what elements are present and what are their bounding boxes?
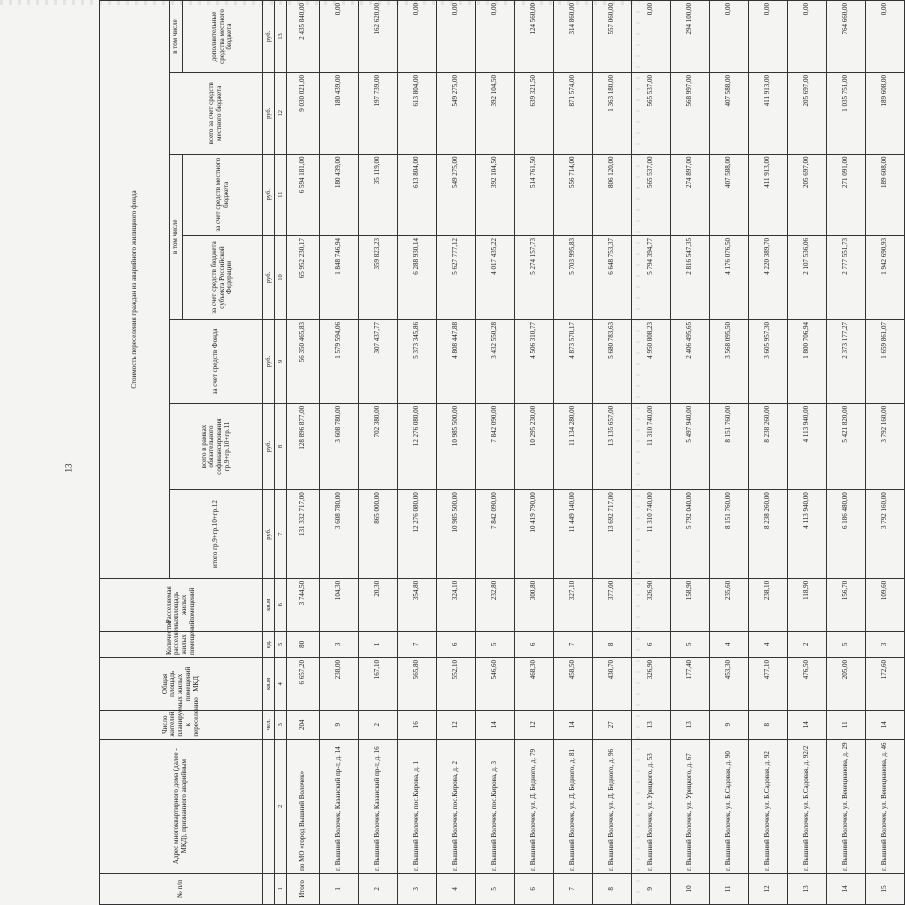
cell-total-area: 172,60 (866, 658, 905, 711)
table-row (593, 1, 632, 905)
cell-rf-budget: 359 823,23 (359, 236, 398, 320)
cell-local-additional: 0,00 (398, 1, 437, 73)
cell-no: 5 (476, 873, 515, 904)
cell-fund: 4 808 447,88 (437, 319, 476, 403)
cell-rooms: 4 (749, 631, 788, 657)
cell-local-budget: 180 439,00 (320, 154, 359, 236)
cell-no: 14 (827, 873, 866, 904)
header-resettled-area: Расселяемая площадь жилых помещений (100, 578, 263, 631)
cell-cofinancing: 11 134 280,00 (554, 403, 593, 489)
cell-cofinancing: 3 608 780,00 (320, 403, 359, 489)
page-number: 13 (63, 463, 74, 473)
cell-resettled-area: 238,10 (749, 578, 788, 631)
cell-total: 4 113 940,00 (788, 490, 827, 579)
cell-local-total: 565 537,00 (632, 73, 671, 155)
cell-resettled-area: 3 744,50 (287, 578, 320, 631)
cell-local-total: 407 588,00 (710, 73, 749, 155)
cell-residents: 13 (671, 710, 710, 739)
cell-residents: 9 (710, 710, 749, 739)
cell-local-additional: 557 060,00 (593, 1, 632, 73)
cell-resettled-area: 324,10 (437, 578, 476, 631)
cell-rf-budget: 2 816 547,35 (671, 236, 710, 320)
unit-empty-2 (263, 739, 275, 873)
cell-fund: 4 873 570,17 (554, 319, 593, 403)
cell-address: г. Вышний Волочек, ул. Б.Садовая, д. 92/2 (788, 739, 827, 873)
cell-resettled-area: 156,70 (827, 578, 866, 631)
cell-resettled-area: 118,90 (788, 578, 827, 631)
cell-local-total: 639 321,50 (515, 73, 554, 155)
table-row (398, 1, 437, 905)
cell-address: г. Вышний Волочек, ул. Урицкого, д. 53 (632, 739, 671, 873)
table-row (359, 1, 398, 905)
unit-rub: руб. (263, 1, 275, 73)
cell-local-total: 871 574,00 (554, 73, 593, 155)
table-body (287, 1, 905, 905)
cell-address: г. Вышний Волочек, ул. Д. Бедного, д. 79 (515, 739, 554, 873)
header-cost-group: Стоимость переселения граждан из аварийного жилищного фонда (100, 1, 170, 579)
cell-rooms: 6 (437, 631, 476, 657)
cell-address: г. Вышний Волочек, ул. Д. Бедного, д. 81 (554, 739, 593, 873)
cell-rooms: 4 (710, 631, 749, 657)
cell-rf-budget: 6 648 753,37 (593, 236, 632, 320)
cell-rooms: 5 (671, 631, 710, 657)
cell-total: 8 238 260,00 (749, 490, 788, 579)
cell-total-area: 6 657,20 (287, 658, 320, 711)
cell-rooms: 1 (359, 631, 398, 657)
col-number: 1 (275, 873, 287, 904)
unit-area: кв.м (263, 578, 275, 631)
cell-cofinancing: 12 276 080,00 (398, 403, 437, 489)
cell-no: 10 (671, 873, 710, 904)
cell-rooms: 80 (287, 631, 320, 657)
cell-fund: 3 568 095,50 (710, 319, 749, 403)
cell-local-total: 1 363 180,00 (593, 73, 632, 155)
cell-local-additional: 0,00 (866, 1, 905, 73)
cell-cofinancing: 13 135 657,00 (593, 403, 632, 489)
cell-total: 11 310 740,00 (632, 490, 671, 579)
header-total-area: Общая площадь жилых помещений МКД (100, 658, 263, 711)
cell-fund: 1 800 706,94 (788, 319, 827, 403)
cell-total: 11 449 140,00 (554, 490, 593, 579)
col-number: 2 (275, 739, 287, 873)
cell-fund: 2 406 495,65 (671, 319, 710, 403)
cell-total: 6 186 480,00 (827, 490, 866, 579)
col-number: 12 (275, 73, 287, 155)
cell-residents: 9 (320, 710, 359, 739)
cell-local-additional: 124 560,00 (515, 1, 554, 73)
cell-no: 9 (632, 873, 671, 904)
col-number: 4 (275, 658, 287, 711)
cell-resettled-area: 20,30 (359, 578, 398, 631)
cell-total-area: 238,00 (320, 658, 359, 711)
cell-cofinancing: 10 295 230,00 (515, 403, 554, 489)
cell-local-total: 9 030 021,00 (287, 73, 320, 155)
table-row (320, 1, 359, 905)
cell-local-budget: 549 275,00 (437, 154, 476, 236)
cell-rf-budget: 5 627 777,12 (437, 236, 476, 320)
cell-address: г. Вышний Волочек, ул. Д. Бедного, д. 96 (593, 739, 632, 873)
cell-cofinancing: 10 985 500,00 (437, 403, 476, 489)
header-including-1: в том числе (170, 154, 183, 319)
col-number: 13 (275, 1, 287, 73)
cell-local-budget: 189 608,00 (866, 154, 905, 236)
cell-local-total: 568 997,00 (671, 73, 710, 155)
cell-fund: 5 373 345,86 (398, 319, 437, 403)
table-row (476, 1, 515, 905)
cell-fund: 307 437,77 (359, 319, 398, 403)
cell-cofinancing: 8 151 760,00 (710, 403, 749, 489)
cell-rf-budget: 1 942 690,93 (866, 236, 905, 320)
cell-local-budget: 407 588,00 (710, 154, 749, 236)
cell-local-budget: 411 913,00 (749, 154, 788, 236)
cell-total-area: 476,50 (788, 658, 827, 711)
cell-residents: 2 (359, 710, 398, 739)
cell-cofinancing: 7 842 090,00 (476, 403, 515, 489)
cell-fund: 3 432 550,28 (476, 319, 515, 403)
resettlement-table-frame (99, 0, 889, 905)
cell-residents: 12 (515, 710, 554, 739)
cell-local-budget: 514 761,50 (515, 154, 554, 236)
unit-area: кв.м (263, 658, 275, 711)
cell-fund: 5 680 783,63 (593, 319, 632, 403)
cell-total-area: 458,50 (554, 658, 593, 711)
cell-no: 13 (788, 873, 827, 904)
cell-rf-budget: 6 288 930,14 (398, 236, 437, 320)
cell-residents: 13 (632, 710, 671, 739)
header-address: Адрес многоквартирного дома (далее - МКД), признанного аварийным (100, 739, 263, 873)
cell-local-total: 180 439,00 (320, 73, 359, 155)
cell-residents: 14 (476, 710, 515, 739)
cell-residents: 16 (398, 710, 437, 739)
header-residents: Число жителей, планируемых к переселению (100, 710, 263, 739)
cell-resettled-area: 300,80 (515, 578, 554, 631)
cell-cofinancing: 702 380,00 (359, 403, 398, 489)
table-row (749, 1, 788, 905)
cell-no: 2 (359, 873, 398, 904)
header-rf-budget: за счет средств бюджета субъекта Российской Федерации (183, 236, 263, 320)
unit-rub: руб. (263, 154, 275, 236)
cell-residents: 204 (287, 710, 320, 739)
cell-local-total: 1 035 751,00 (827, 73, 866, 155)
cell-local-additional: 0,00 (476, 1, 515, 73)
cell-no: 4 (437, 873, 476, 904)
cell-local-additional: 0,00 (788, 1, 827, 73)
header-fund: за счет средств Фонда (170, 319, 263, 403)
cell-rooms: 7 (398, 631, 437, 657)
cell-total-area: 477,10 (749, 658, 788, 711)
unit-count: ед. (263, 631, 275, 657)
cell-address: г. Вышний Волочек, ул. Б.Садовая, д. 92 (749, 739, 788, 873)
cell-resettled-area: 104,30 (320, 578, 359, 631)
cell-fund: 2 373 177,27 (827, 319, 866, 403)
col-number: 8 (275, 403, 287, 489)
cell-local-budget: 806 120,00 (593, 154, 632, 236)
cell-address: г. Вышний Волочек, Казанский пр-т, д. 14 (320, 739, 359, 873)
cell-resettled-area: 158,90 (671, 578, 710, 631)
cell-resettled-area: 377,00 (593, 578, 632, 631)
cell-rf-budget: 4 017 435,22 (476, 236, 515, 320)
cell-total-area: 453,30 (710, 658, 749, 711)
cell-residents: 14 (788, 710, 827, 739)
cell-residents: 14 (866, 710, 905, 739)
table-row (632, 1, 671, 905)
cell-local-additional: 0,00 (749, 1, 788, 73)
table-row (515, 1, 554, 905)
cell-no: 6 (515, 873, 554, 904)
cell-total-area: 546,60 (476, 658, 515, 711)
unit-rub: руб. (263, 73, 275, 155)
cell-total-area: 205,00 (827, 658, 866, 711)
cell-no: 15 (866, 873, 905, 904)
cell-rf-budget: 5 703 995,83 (554, 236, 593, 320)
cell-total-area: 167,10 (359, 658, 398, 711)
cell-no: Итого (287, 873, 320, 904)
cell-address: г. Вышний Волочек, ул. Венецианова, д. 29 (827, 739, 866, 873)
cell-residents: 11 (827, 710, 866, 739)
cell-rooms: 6 (632, 631, 671, 657)
cell-rf-budget: 2 107 536,06 (788, 236, 827, 320)
cell-total: 7 842 090,00 (476, 490, 515, 579)
cell-local-total: 411 913,00 (749, 73, 788, 155)
cell-local-additional: 314 860,00 (554, 1, 593, 73)
cell-total: 3 792 160,00 (866, 490, 905, 579)
cell-local-total: 613 804,00 (398, 73, 437, 155)
col-number: 7 (275, 490, 287, 579)
cell-total-area: 468,30 (515, 658, 554, 711)
unit-rub: руб. (263, 403, 275, 489)
cell-rooms: 6 (515, 631, 554, 657)
cell-local-total: 205 697,00 (788, 73, 827, 155)
cell-no: 11 (710, 873, 749, 904)
cell-total: 12 276 080,00 (398, 490, 437, 579)
cell-local-budget: 556 714,00 (554, 154, 593, 236)
cell-fund: 56 350 465,83 (287, 319, 320, 403)
cell-no: 12 (749, 873, 788, 904)
cell-cofinancing: 5 497 940,00 (671, 403, 710, 489)
header-cofinancing: всего в рамках обязательного софинансирования гр.9+гр.10+гр.11 (170, 403, 263, 489)
cell-total-area: 565,80 (398, 658, 437, 711)
col-number: 6 (275, 578, 287, 631)
cell-total: 10 985 500,00 (437, 490, 476, 579)
cell-total: 865 000,00 (359, 490, 398, 579)
cell-local-budget: 35 119,00 (359, 154, 398, 236)
cell-local-budget: 392 104,50 (476, 154, 515, 236)
table-row-total (287, 1, 320, 905)
table-row (710, 1, 749, 905)
cell-fund: 1 579 594,06 (320, 319, 359, 403)
cell-no: 8 (593, 873, 632, 904)
header-local-additional: дополнительные средства местного бюджета (183, 1, 263, 73)
cell-local-additional: 0,00 (437, 1, 476, 73)
cell-local-budget: 6 594 181,00 (287, 154, 320, 236)
unit-rub: руб. (263, 319, 275, 403)
cell-total: 8 151 760,00 (710, 490, 749, 579)
resettlement-cost-table (99, 0, 905, 905)
cell-fund: 3 605 957,30 (749, 319, 788, 403)
cell-rooms: 7 (554, 631, 593, 657)
cell-local-budget: 271 091,00 (827, 154, 866, 236)
cell-resettled-area: 109,60 (866, 578, 905, 631)
cell-total: 131 332 717,00 (287, 490, 320, 579)
cell-rooms: 3 (320, 631, 359, 657)
cell-address: г. Вышний Волочек, пос.Кирова, д. 2 (437, 739, 476, 873)
col-number: 10 (275, 236, 287, 320)
table-row (866, 1, 905, 905)
col-number: 3 (275, 710, 287, 739)
unit-residents: чел. (263, 710, 275, 739)
table-row (671, 1, 710, 905)
cell-rf-budget: 4 220 389,70 (749, 236, 788, 320)
cell-address: г. Вышний Волочек, пос.Кирова, д. 1 (398, 739, 437, 873)
cell-local-additional: 0,00 (320, 1, 359, 73)
cell-local-additional: 162 620,00 (359, 1, 398, 73)
cell-cofinancing: 4 113 940,00 (788, 403, 827, 489)
cell-rf-budget: 1 848 746,94 (320, 236, 359, 320)
cell-address: г. Вышний Волочек, Казанский пр-т, д. 16 (359, 739, 398, 873)
cell-rooms: 5 (476, 631, 515, 657)
cell-local-total: 189 608,00 (866, 73, 905, 155)
cell-resettled-area: 327,10 (554, 578, 593, 631)
table-row (827, 1, 866, 905)
cell-no: 7 (554, 873, 593, 904)
cell-resettled-area: 232,80 (476, 578, 515, 631)
cell-rooms: 5 (827, 631, 866, 657)
cell-residents: 14 (554, 710, 593, 739)
cell-fund: 4 950 808,23 (632, 319, 671, 403)
cell-address: г. Вышний Волочек, ул. Венецианова, д. 46 (866, 739, 905, 873)
header-no: № п/п (100, 873, 263, 904)
cell-local-budget: 274 897,00 (671, 154, 710, 236)
cell-rf-budget: 5 794 394,77 (632, 236, 671, 320)
cell-local-budget: 613 804,00 (398, 154, 437, 236)
cell-resettled-area: 354,80 (398, 578, 437, 631)
cell-total: 3 608 780,00 (320, 490, 359, 579)
cell-fund: 4 506 310,77 (515, 319, 554, 403)
table-row (554, 1, 593, 905)
cell-residents: 12 (437, 710, 476, 739)
cell-total: 10 419 790,00 (515, 490, 554, 579)
cell-local-total: 197 739,00 (359, 73, 398, 155)
cell-total-area: 552,10 (437, 658, 476, 711)
unit-rub: руб. (263, 236, 275, 320)
cell-residents: 27 (593, 710, 632, 739)
cell-local-additional: 0,00 (632, 1, 671, 73)
cell-rf-budget: 65 952 230,17 (287, 236, 320, 320)
cell-total-area: 430,70 (593, 658, 632, 711)
header-local-budget: за счет средств местного бюджета (183, 154, 263, 236)
cell-rf-budget: 4 176 076,50 (710, 236, 749, 320)
cell-local-budget: 205 697,00 (788, 154, 827, 236)
cell-resettled-area: 326,90 (632, 578, 671, 631)
cell-rf-budget: 5 274 157,73 (515, 236, 554, 320)
cell-no: 1 (320, 873, 359, 904)
cell-local-additional: 764 660,00 (827, 1, 866, 73)
cell-address: г. Вышний Волочек, пос.Кирова, д. 3 (476, 739, 515, 873)
cell-cofinancing: 128 896 877,00 (287, 403, 320, 489)
cell-total: 5 792 040,00 (671, 490, 710, 579)
header-including-2: в том числе (170, 1, 183, 73)
cell-rooms: 8 (593, 631, 632, 657)
unit-rub: руб. (263, 490, 275, 579)
cell-cofinancing: 5 421 820,00 (827, 403, 866, 489)
cell-local-additional: 0,00 (710, 1, 749, 73)
table-row (788, 1, 827, 905)
cell-local-additional: 2 435 840,00 (287, 1, 320, 73)
cell-local-additional: 294 100,00 (671, 1, 710, 73)
cell-local-total: 549 275,00 (437, 73, 476, 155)
cell-total-area: 177,40 (671, 658, 710, 711)
cell-resettled-area: 235,60 (710, 578, 749, 631)
cell-local-total: 392 104,50 (476, 73, 515, 155)
cell-rf-budget: 2 777 551,73 (827, 236, 866, 320)
cell-total: 13 692 717,00 (593, 490, 632, 579)
table-row (437, 1, 476, 905)
cell-no: 3 (398, 873, 437, 904)
cell-residents: 8 (749, 710, 788, 739)
cell-rooms: 3 (866, 631, 905, 657)
cell-cofinancing: 8 238 260,00 (749, 403, 788, 489)
col-number: 11 (275, 154, 287, 236)
cell-fund: 1 659 861,07 (866, 319, 905, 403)
header-local-total: всего за счет средств местного бюджета (170, 73, 263, 155)
cell-total-area: 326,90 (632, 658, 671, 711)
cell-cofinancing: 3 792 160,00 (866, 403, 905, 489)
cell-local-budget: 565 537,00 (632, 154, 671, 236)
unit-empty-1 (263, 873, 275, 904)
cell-address: г. Вышний Волочек, ул. Б.Садовая, д. 90 (710, 739, 749, 873)
cell-address: по МО «город Вышний Волочек» (287, 739, 320, 873)
cell-cofinancing: 11 310 740,00 (632, 403, 671, 489)
col-number: 5 (275, 631, 287, 657)
header-rooms-count: Количество расселяемых жилых помещений (100, 631, 263, 657)
col-number: 9 (275, 319, 287, 403)
cell-address: г. Вышний Волочек, ул. Урицкого, д. 67 (671, 739, 710, 873)
cell-rooms: 2 (788, 631, 827, 657)
header-total: итого гр.9+гр.10+гр.12 (170, 490, 263, 579)
